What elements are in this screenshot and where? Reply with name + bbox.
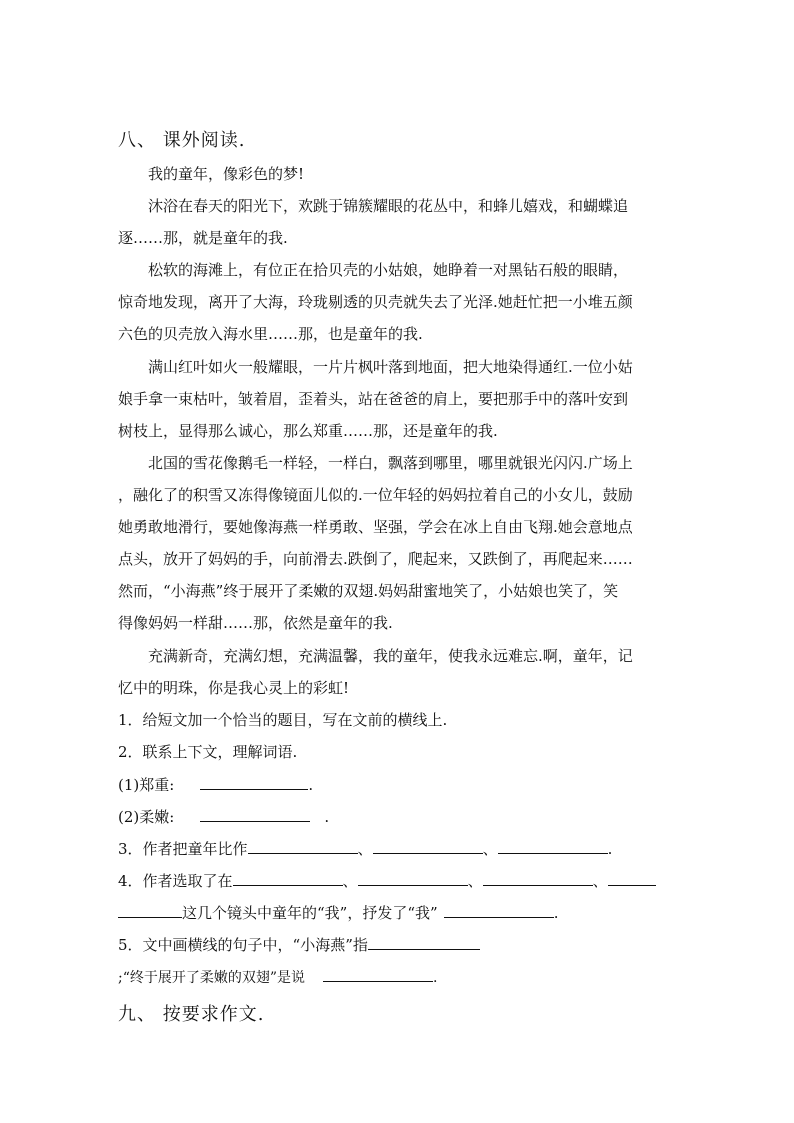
passage-line: 点头，放开了妈妈的手，向前滑去.跌倒了，爬起来，又跌倒了，再爬起来…… <box>118 550 633 568</box>
question-2: 2．联系上下文，理解词语. <box>118 743 298 761</box>
question-2-1-label: (1)郑重: <box>118 776 175 794</box>
passage-line: 北国的雪花像鹅毛一样轻，一样白，飘落到哪里，哪里就银光闪闪.广场上 <box>148 454 633 472</box>
answer-blank[interactable] <box>498 838 608 854</box>
question-5: 5．文中画横线的句子中，“小海燕”指 <box>118 934 480 955</box>
answer-blank[interactable] <box>248 838 358 854</box>
passage-line: 忆中的明珠，你是我心灵上的彩虹! <box>118 679 350 697</box>
answer-blank[interactable] <box>323 966 433 982</box>
passage-line: ，融化了的积雪又冻得像镜面儿似的.一位年轻的妈妈拉着自己的小女儿，鼓励 <box>118 486 633 504</box>
passage-line: 得像妈妈一样甜……那，依然是童年的我. <box>118 614 393 632</box>
passage-line: 逐……那，就是童年的我. <box>118 229 288 247</box>
answer-blank[interactable] <box>358 870 468 886</box>
passage-line: 六色的贝壳放入海水里……那，也是童年的我. <box>118 325 423 343</box>
question-2-2: (2)柔嫩: . <box>118 808 330 826</box>
answer-blank[interactable] <box>608 870 656 886</box>
question-2-1: (1)郑重: . <box>118 776 314 794</box>
question-3: 3．作者把童年比作 、 、 . <box>118 840 613 858</box>
answer-blank[interactable] <box>200 774 308 790</box>
question-1: 1．给短文加一个恰当的题目，写在文前的横线上. <box>118 711 448 729</box>
passage-line: 娘手拿一束枯叶，皱着眉，歪着头，站在爸爸的肩上，要把那手中的落叶安到 <box>118 390 629 408</box>
question-4-continued: 这几个镜头中童年的“我”，抒发了“我” . <box>118 902 558 923</box>
section-9-heading: 九、 按要求作文. <box>118 1004 265 1025</box>
answer-blank[interactable] <box>483 870 593 886</box>
passage-line: 树枝上，显得那么诚心，那么郑重……那，还是童年的我. <box>118 422 498 440</box>
question-2-2-label: (2)柔嫩: <box>118 808 175 826</box>
passage-line: 充满新奇，充满幻想，充满温馨，我的童年，使我永远难忘.啊，童年，记 <box>148 647 633 665</box>
question-5-continued: ;“终于展开了柔嫩的双翅”是说 . <box>118 966 437 988</box>
passage-line: 然而，“小海燕”终于展开了柔嫩的双翅.妈妈甜蜜地笑了，小姑娘也笑了，笑 <box>118 582 619 600</box>
answer-blank[interactable] <box>233 870 343 886</box>
question-4: 4．作者选取了在 、 、 、 <box>118 870 656 891</box>
answer-blank[interactable] <box>118 902 182 918</box>
answer-blank[interactable] <box>368 934 480 950</box>
passage-line: 沐浴在春天的阳光下，欢跳于锦簇耀眼的花丛中，和蜂儿嬉戏，和蝴蝶追 <box>148 197 629 215</box>
answer-blank[interactable] <box>200 806 310 822</box>
passage-line: 我的童年，像彩色的梦! <box>148 165 305 183</box>
passage-line: 惊奇地发现，离开了大海，玲珑剔透的贝壳就失去了光泽.她赶忙把一小堆五颜 <box>118 293 633 311</box>
passage-line: 满山红叶如火一般耀眼，一片片枫叶落到地面，把大地染得通红.一位小姑 <box>148 358 633 376</box>
answer-blank[interactable] <box>373 838 483 854</box>
answer-blank[interactable] <box>444 902 554 918</box>
passage-line: 她勇敢地滑行，要她像海燕一样勇敢、坚强，学会在冰上自由飞翔.她会意地点 <box>118 518 633 536</box>
section-8-heading: 八、 课外阅读. <box>118 130 246 151</box>
passage-line: 松软的海滩上，有位正在拾贝壳的小姑娘，她睁着一对黑钻石般的眼睛， <box>148 261 629 279</box>
